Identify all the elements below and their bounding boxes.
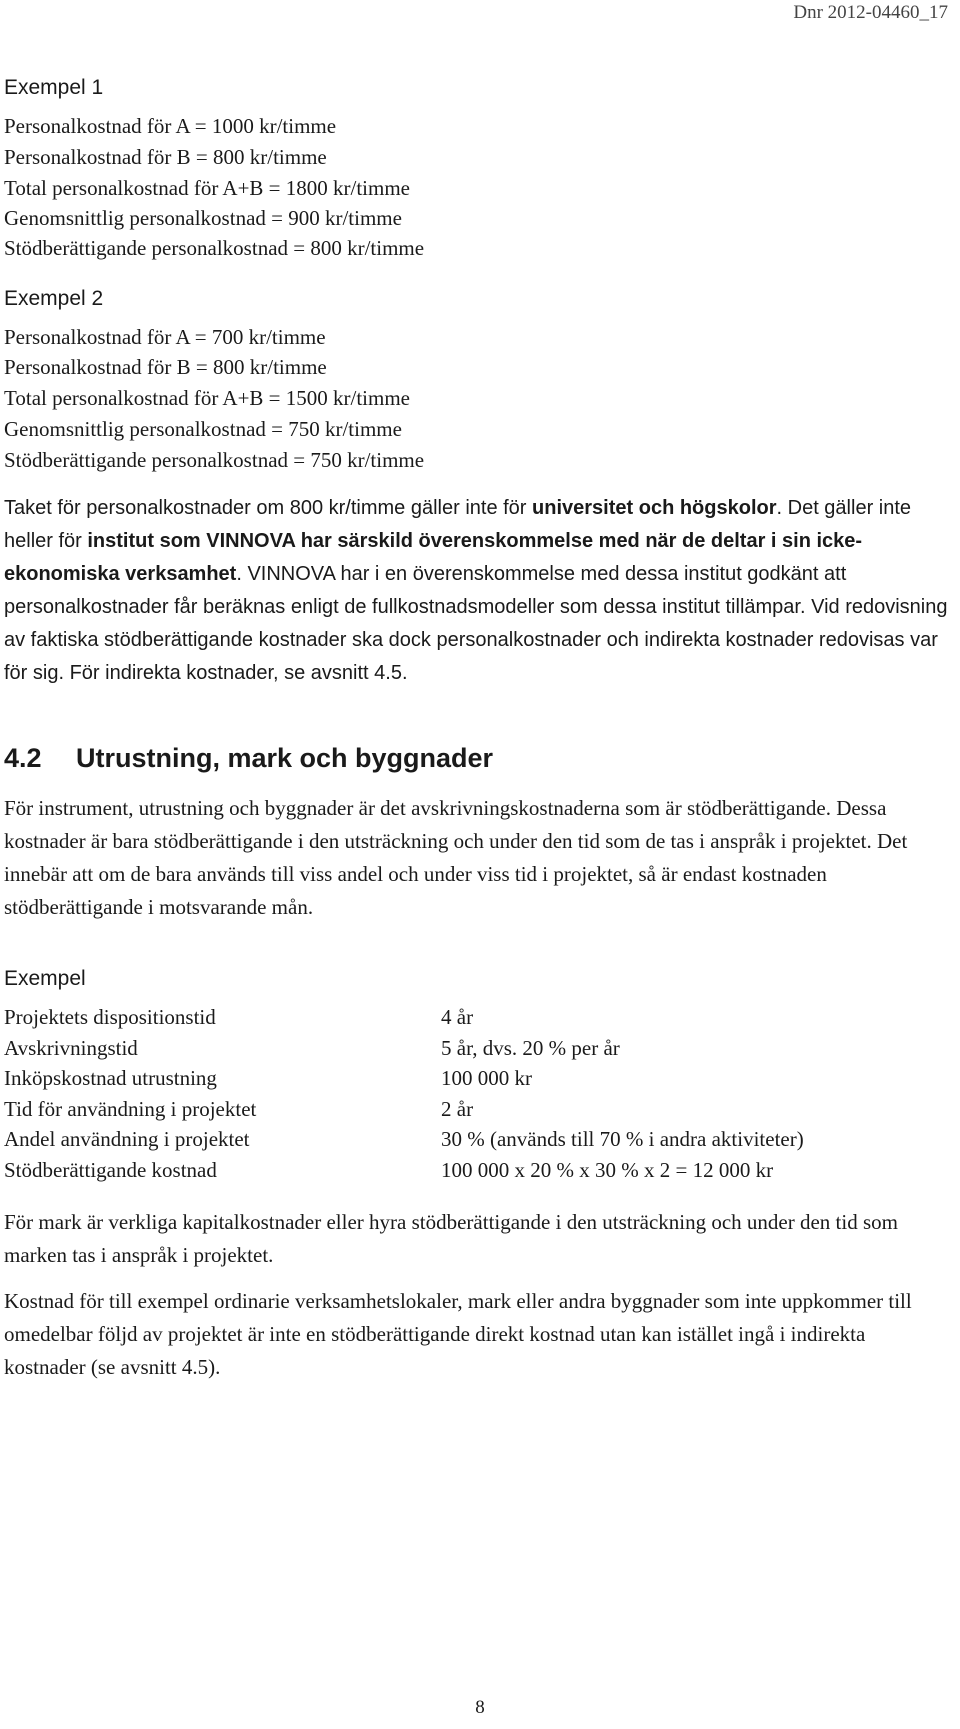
example3-heading: Exempel — [4, 967, 86, 990]
example-row-label: Tid för användning i projektet — [4, 1097, 257, 1121]
example-row-label: Andel användning i projektet — [4, 1127, 250, 1151]
example1-line: Total personalkostnad för A+B = 1800 kr/timme — [4, 176, 410, 200]
page-number: 8 — [475, 1697, 485, 1718]
example-row-value: 4 år — [441, 1005, 474, 1029]
example-row-value: 30 % (används till 70 % i andra aktiviteter) — [441, 1127, 804, 1151]
example-row-label: Avskrivningstid — [4, 1036, 138, 1060]
example2-line: Personalkostnad för A = 700 kr/timme — [4, 325, 326, 349]
example2-line: Personalkostnad för B = 800 kr/timme — [4, 355, 327, 379]
example2-heading: Exempel 2 — [4, 287, 104, 310]
example2-line: Genomsnittlig personalkostnad = 750 kr/timme — [4, 417, 402, 441]
bold-institutes: institut som VINNOVA har särskild överenskommelse med när de deltar i sin icke-ekonomiska verksamhet — [4, 530, 863, 585]
document-number: Dnr 2012-04460_17 — [793, 2, 948, 23]
example1-line: Personalkostnad för B = 800 kr/timme — [4, 145, 327, 169]
example-row-value: 100 000 x 20 % x 30 % x 2 = 12 000 kr — [441, 1158, 774, 1182]
equipment-paragraph: För instrument, utrustning och byggnader är det avskrivningskostnaderna som är stödberättigande. Dessa kostnader är bara stödberättigande i den utsträckning och under den tid som de tas i anspråk i projektet. Det innebär att om de bara används till viss andel och under viss tid i projektet, så är endast kostnaden stödberättigande i motsvarande mån. — [4, 796, 908, 919]
example1-heading: Exempel 1 — [4, 76, 104, 99]
example2-line: Total personalkostnad för A+B = 1500 kr/timme — [4, 386, 410, 410]
example-row-label: Stödberättigande kostnad — [4, 1158, 217, 1182]
example-row-value: 100 000 kr — [441, 1066, 532, 1090]
section-title: Utrustning, mark och byggnader — [76, 743, 494, 773]
bold-universities: universitet och högskolor — [532, 497, 777, 519]
example-row-label: Projektets dispositionstid — [4, 1005, 216, 1029]
example-row-value: 2 år — [441, 1097, 474, 1121]
example1-line: Personalkostnad för A = 1000 kr/timme — [4, 114, 337, 138]
cap-paragraph: Taket för personalkostnader om 800 kr/timme gäller inte för universitet och högskolor. Det gäller inte heller för institut som VINNOVA har särskild överenskommelse med när de deltar i sin icke-ekonomiska verksamhet. VINNOVA har i en överenskommelse med dessa institut godkänt att personalkostnader får beräknas enligt de fullkostnadsmodeller som dessa institut tillämpar. Vid redovisning av faktiska stödberättigande kostnader ska dock personalkostnader och indirekta kostnader redovisas var för sig. För indirekta kostnader, se avsnitt 4.5. — [4, 497, 948, 684]
land-paragraph: För mark är verkliga kapitalkostnader eller hyra stödberättigande i den utsträckning och under den tid som marken tas i anspråk i projektet. — [4, 1210, 898, 1267]
section-number: 4.2 — [4, 743, 42, 773]
example2-line: Stödberättigande personalkostnad = 750 kr/timme — [4, 448, 425, 472]
section-heading — [4, 743, 493, 774]
example1-line: Genomsnittlig personalkostnad = 900 kr/timme — [4, 206, 402, 230]
premises-paragraph: Kostnad för till exempel ordinarie verksamhetslokaler, mark eller andra byggnader som inte uppkommer till omedelbar följd av projektet är inte en stödberättigande direkt kostnad utan kan istället ingå i indirekta kostnader (se avsnitt 4.5). — [4, 1289, 912, 1379]
example1-line: Stödberättigande personalkostnad = 800 kr/timme — [4, 236, 425, 260]
example-row-label: Inköpskostnad utrustning — [4, 1066, 217, 1090]
example-row-value: 5 år, dvs. 20 % per år — [441, 1036, 620, 1060]
